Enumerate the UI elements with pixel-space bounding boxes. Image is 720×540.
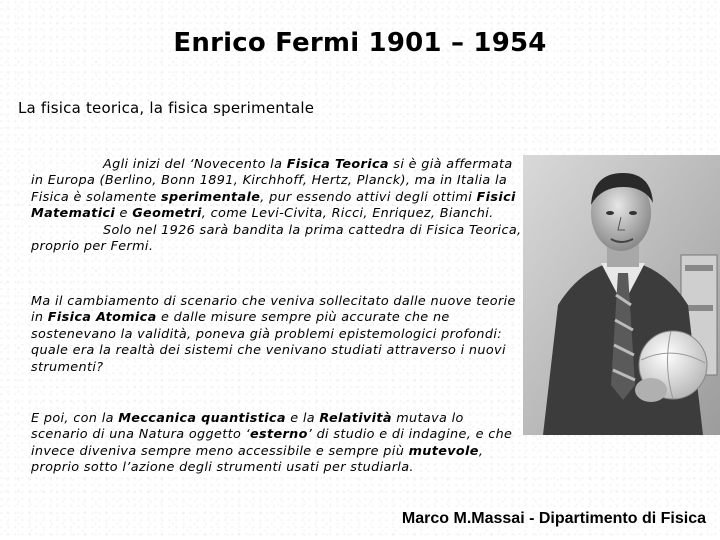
slide-subtitle: La fisica teorica, la fisica sperimentale xyxy=(18,99,315,117)
paragraph-1: Agli inizi del ‘Novecento la Fisica Teorica si è già affermata in Europa (Berlino, Bonn 1891, Kirchhoff, Hertz, Planck), ma in Italia la Fisica è solamente sperimentale, pur essendo attivi degli ottimi Fisici Matematici e Geometri, come Levi-Civita, Ricci, Enriquez, Bianchi. Solo nel 1926 sarà bandita la prima cattedra di Fisica Teorica, proprio per Fermi. xyxy=(31,157,522,255)
paragraph-2: Ma il cambiamento di scenario che veniva sollecitato dalle nuove teorie in Fisica Atomica e dalle misure sempre più accurate che ne sostenevano la validità, poneva già problemi epistemologici profondi: quale era la realtà dei sistemi che venivano studiati attraverso i nuovi strumenti? xyxy=(31,294,516,375)
paragraph-3: E poi, con la Meccanica quantistica e la Relatività mutava lo scenario di una Natura oggetto ‘esterno’ di studio e di indagine, e che invece diveniva sempre meno accessibile e sempre più mutevole, proprio sotto l’azione degli strumenti usati per studiarla. xyxy=(31,411,513,476)
fermi-portrait-photo xyxy=(523,155,720,435)
slide-title: Enrico Fermi 1901 – 1954 xyxy=(173,28,547,58)
footer-credit: Marco M.Massai - Dipartimento di Fisica xyxy=(401,510,706,527)
